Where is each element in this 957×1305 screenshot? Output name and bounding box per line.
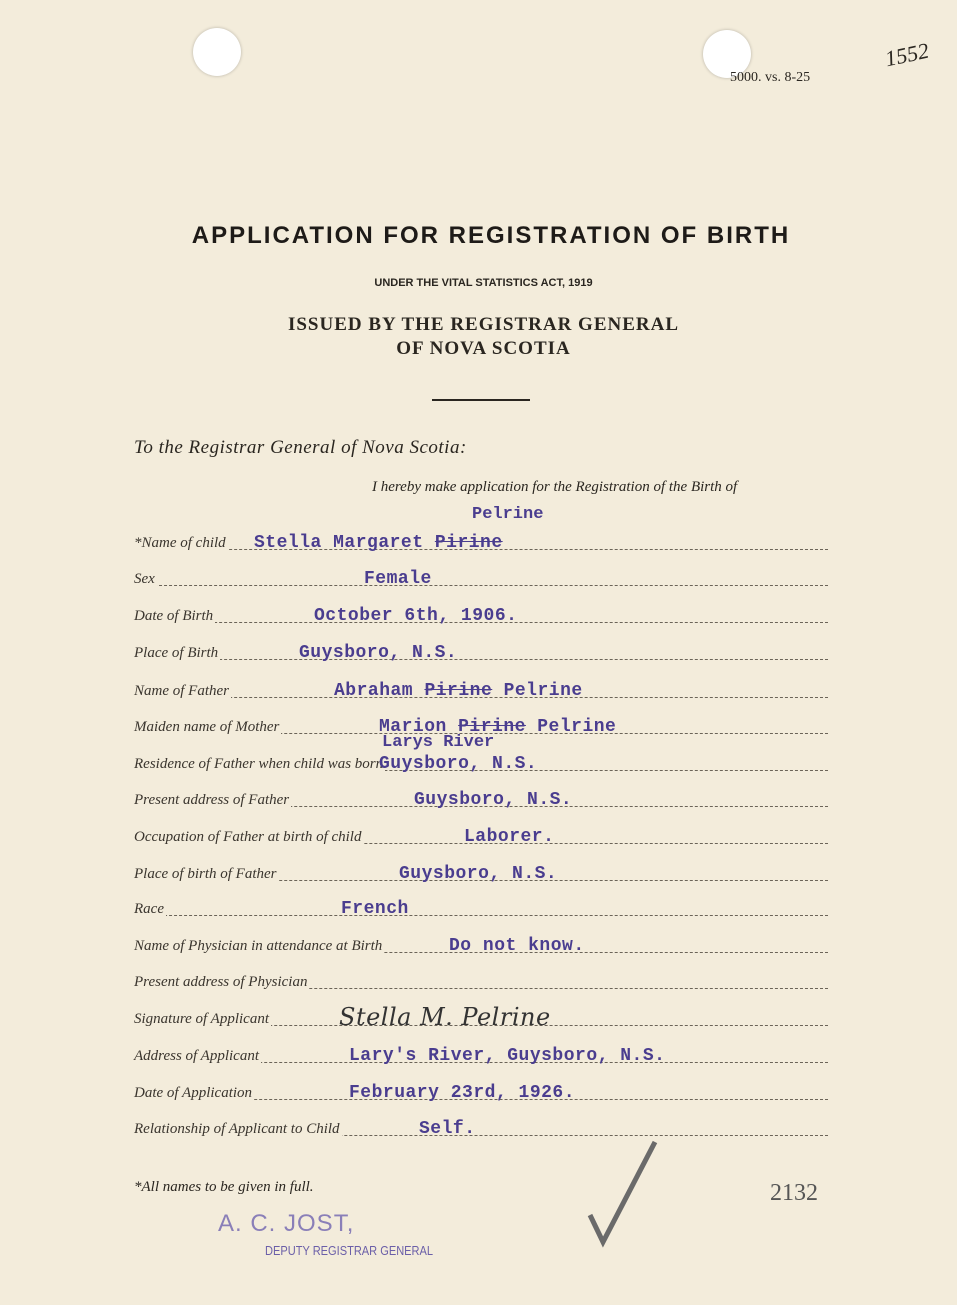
field-value: February 23rd, 1926. xyxy=(349,1083,576,1103)
stamp-title: DEPUTY REGISTRAR GENERAL xyxy=(265,1243,434,1258)
field-value: Marion Pirine Pelrine xyxy=(379,717,617,737)
struck-value: Pirine xyxy=(424,681,493,701)
field-value: Laborer. xyxy=(464,827,555,847)
form-field-row xyxy=(134,711,828,737)
field-label: Name of Father xyxy=(134,683,229,699)
field-value-corrected: Pelrine xyxy=(503,681,583,701)
salutation: To the Registrar General of Nova Scotia: xyxy=(134,437,467,458)
field-label: Present address of Physician xyxy=(134,974,308,990)
file-number: 1552 xyxy=(882,37,932,72)
stamp-name: A. C. JOST, xyxy=(218,1210,355,1237)
field-label: Date of Birth xyxy=(134,608,214,624)
field-label: *Name of child xyxy=(134,535,226,551)
issuer-line1: ISSUED BY THE REGISTRAR GENERAL xyxy=(287,314,680,335)
value-above: Larys River xyxy=(382,733,495,752)
field-value: Guysboro, N.S. xyxy=(414,790,573,810)
intro-text: I hereby make application for the Registration of the Birth of xyxy=(372,479,738,495)
form-field-row xyxy=(134,821,828,847)
field-value: Do not know. xyxy=(449,936,585,956)
field-label: Sex xyxy=(134,571,155,587)
correction-above: Pelrine xyxy=(472,505,544,524)
form-field-row xyxy=(134,893,828,919)
form-field-row xyxy=(134,1077,828,1103)
form-field-row xyxy=(134,1040,828,1066)
field-value: Guysboro, N.S. xyxy=(399,864,558,884)
field-label: Occupation of Father at birth of child xyxy=(134,829,362,845)
field-label: Name of Physician in attendance at Birth xyxy=(134,938,383,954)
field-label: Relationship of Applicant to Child xyxy=(134,1121,340,1137)
field-value: October 6th, 1906. xyxy=(314,606,518,626)
field-label: Address of Applicant xyxy=(134,1048,259,1064)
form-field-row xyxy=(134,966,828,989)
field-value: Self. xyxy=(419,1119,476,1139)
form-field-row xyxy=(134,733,828,774)
field-label: Signature of Applicant xyxy=(134,1011,269,1027)
field-value-corrected: Pelrine xyxy=(537,717,617,737)
field-label: Date of Application xyxy=(134,1085,253,1101)
field-value: Guysboro, N.S. xyxy=(379,754,538,774)
field-label: Place of birth of Father xyxy=(134,866,277,882)
punch-hole xyxy=(193,28,241,76)
check-mark-icon xyxy=(585,1140,665,1250)
field-label: Race xyxy=(134,901,164,917)
form-field-row xyxy=(134,858,828,884)
footnote: *All names to be given in full. xyxy=(134,1179,314,1195)
field-value: Abraham Pirine Pelrine xyxy=(334,681,583,701)
page-title: APPLICATION FOR REGISTRATION OF BIRTH xyxy=(191,222,791,249)
form-field-row xyxy=(134,563,828,589)
form-field-row xyxy=(134,1113,828,1139)
form-field-row xyxy=(134,675,828,701)
form-field-row xyxy=(134,1003,828,1031)
struck-value: Pirine xyxy=(434,533,503,553)
divider xyxy=(432,399,530,401)
field-value: Guysboro, N.S. xyxy=(299,643,458,663)
field-label: Present address of Father xyxy=(134,792,290,808)
form-field-row xyxy=(134,505,828,553)
field-value: French xyxy=(341,899,409,919)
form-field-row xyxy=(134,784,828,810)
applicant-signature: Stella M. Pelrine xyxy=(339,1003,551,1031)
act-subtitle: UNDER THE VITAL STATISTICS ACT, 1919 xyxy=(374,277,593,289)
field-value: Stella Margaret Pirine xyxy=(254,533,503,553)
field-value: Lary's River, Guysboro, N.S. xyxy=(349,1046,666,1066)
field-label: Place of Birth xyxy=(134,645,219,661)
form-number: 5000. vs. 8-25 xyxy=(730,70,811,85)
form-field-row xyxy=(134,930,828,956)
form-field-row xyxy=(134,600,828,626)
issuer-line2: OF NOVA SCOTIA xyxy=(396,338,571,359)
struck-value: Pirine xyxy=(458,717,526,737)
field-value: Female xyxy=(364,569,432,589)
form-field-row xyxy=(134,637,828,663)
field-label: Maiden name of Mother xyxy=(134,719,280,735)
field-label: Residence of Father when child was born xyxy=(134,756,384,772)
registration-number: 2132 xyxy=(770,1180,818,1206)
